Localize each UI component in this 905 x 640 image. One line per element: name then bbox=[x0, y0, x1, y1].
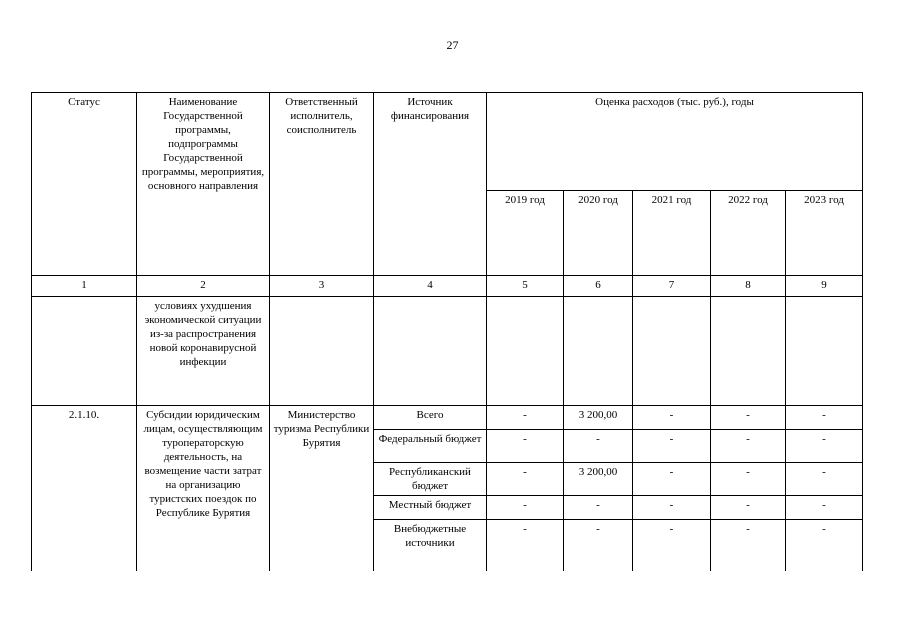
value-cell: - bbox=[564, 430, 633, 463]
column-number: 9 bbox=[786, 276, 863, 297]
continuation-value-cell bbox=[633, 297, 711, 406]
continuation-row bbox=[32, 297, 863, 406]
continuation-source-cell bbox=[374, 297, 487, 406]
header-year-2022: 2022 год bbox=[711, 191, 786, 276]
page-number: 27 bbox=[446, 38, 459, 52]
value-cell: - bbox=[786, 496, 863, 520]
source-label: Всего bbox=[374, 406, 487, 430]
continuation-value-cell bbox=[487, 297, 564, 406]
value-cell: - bbox=[786, 430, 863, 463]
column-number: 3 bbox=[270, 276, 374, 297]
source-label: Местный бюджет bbox=[374, 496, 487, 520]
value-cell: - bbox=[487, 406, 564, 430]
continuation-value-cell bbox=[786, 297, 863, 406]
column-number: 8 bbox=[711, 276, 786, 297]
value-cell: - bbox=[711, 463, 786, 496]
value-cell: - bbox=[786, 463, 863, 496]
continuation-name-text: условиях ухудшения экономической ситуации из-за распространения новой коронавирусной инфекции bbox=[137, 297, 270, 406]
continuation-status-cell bbox=[32, 297, 137, 406]
value-cell: - bbox=[633, 463, 711, 496]
value-cell: - bbox=[786, 406, 863, 430]
continuation-value-cell bbox=[564, 297, 633, 406]
header-row bbox=[32, 93, 863, 191]
header-year-2019: 2019 год bbox=[487, 191, 564, 276]
header-cost-estimate: Оценка расходов (тыс. руб.), годы bbox=[487, 93, 863, 191]
header-year-2021: 2021 год bbox=[633, 191, 711, 276]
value-cell: - bbox=[487, 463, 564, 496]
column-number: 4 bbox=[374, 276, 487, 297]
value-cell: - bbox=[487, 520, 564, 572]
value-cell: - bbox=[786, 520, 863, 572]
value-cell: - bbox=[633, 520, 711, 572]
value-cell: - bbox=[487, 496, 564, 520]
value-cell: - bbox=[487, 430, 564, 463]
header-year-2020: 2020 год bbox=[564, 191, 633, 276]
header-program-name: Наименование Государственной программы, подпрограммы Государственной программы, мероприятия, основного направления bbox=[137, 93, 270, 276]
value-cell: - bbox=[633, 496, 711, 520]
value-cell: 3 200,00 bbox=[564, 406, 633, 430]
value-cell: - bbox=[564, 520, 633, 572]
column-number: 5 bbox=[487, 276, 564, 297]
value-cell: - bbox=[711, 406, 786, 430]
item-status: 2.1.10. bbox=[32, 406, 137, 572]
item-executor: Министерство туризма Республики Бурятия bbox=[270, 406, 374, 572]
value-cell: - bbox=[711, 430, 786, 463]
column-numbers-row bbox=[32, 276, 863, 297]
continuation-value-cell bbox=[711, 297, 786, 406]
source-label: Федеральный бюджет bbox=[374, 430, 487, 463]
header-funding-source: Источник финансирования bbox=[374, 93, 487, 276]
budget-table bbox=[31, 92, 863, 571]
value-cell: - bbox=[711, 496, 786, 520]
source-label: Внебюджетные источники bbox=[374, 520, 487, 572]
value-cell: - bbox=[564, 496, 633, 520]
value-cell: - bbox=[633, 406, 711, 430]
column-number: 1 bbox=[32, 276, 137, 297]
column-number: 2 bbox=[137, 276, 270, 297]
item-name: Субсидии юридическим лицам, осуществляющим туроператорскую деятельность, на возмещение части затрат на организацию туристских поездок по Республике Бурятия bbox=[137, 406, 270, 572]
header-status: Статус bbox=[32, 93, 137, 276]
source-label: Республиканский бюджет bbox=[374, 463, 487, 496]
table-row-total bbox=[32, 406, 863, 430]
value-cell: 3 200,00 bbox=[564, 463, 633, 496]
continuation-executor-cell bbox=[270, 297, 374, 406]
column-number: 7 bbox=[633, 276, 711, 297]
column-number: 6 bbox=[564, 276, 633, 297]
header-executor: Ответственный исполнитель, соисполнитель bbox=[270, 93, 374, 276]
header-year-2023: 2023 год bbox=[786, 191, 863, 276]
value-cell: - bbox=[633, 430, 711, 463]
value-cell: - bbox=[711, 520, 786, 572]
